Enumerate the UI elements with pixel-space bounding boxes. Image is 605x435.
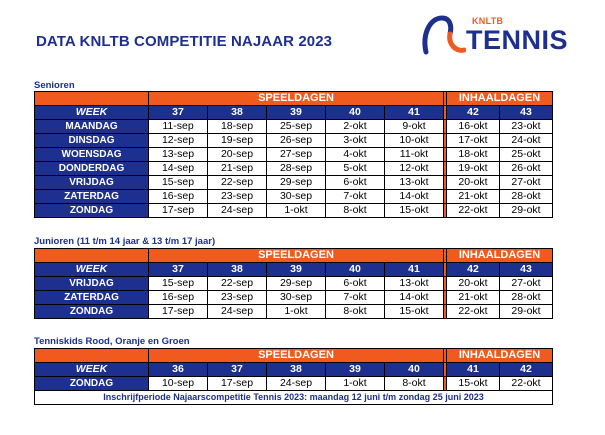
knltb-tennis-logo [420, 12, 570, 56]
date-cell: 22-okt [447, 204, 500, 218]
date-cell: 8-okt [326, 305, 385, 319]
table-row [35, 134, 553, 148]
date-cell: 1-okt [267, 204, 326, 218]
date-cell: 21-okt [447, 190, 500, 204]
date-cell: 10-sep [149, 377, 208, 391]
day-label: VRIJDAG [35, 176, 149, 190]
date-cell: 27-okt [500, 277, 553, 291]
inhaaldagen-header: INHAALDAGEN [447, 349, 553, 363]
week-number: 36 [149, 363, 208, 377]
date-cell: 17-sep [149, 204, 208, 218]
day-label: VRIJDAG [35, 277, 149, 291]
date-cell: 21-sep [208, 162, 267, 176]
week-label: WEEK [35, 263, 149, 277]
date-cell: 22-sep [208, 277, 267, 291]
date-cell: 15-okt [447, 377, 500, 391]
day-label: MAANDAG [35, 120, 149, 134]
date-cell: 1-okt [326, 377, 385, 391]
speeldagen-header: SPEELDAGEN [149, 349, 444, 363]
date-cell: 26-okt [500, 162, 553, 176]
date-cell: 13-okt [385, 176, 444, 190]
date-cell: 2-okt [326, 120, 385, 134]
date-cell: 23-okt [500, 120, 553, 134]
date-cell: 20-okt [447, 176, 500, 190]
day-label: DINSDAG [35, 134, 149, 148]
table-row [35, 204, 553, 218]
date-cell: 19-sep [208, 134, 267, 148]
tennis-swoosh-icon [420, 12, 466, 56]
week-number: 37 [149, 106, 208, 120]
speeldagen-header: SPEELDAGEN [149, 249, 444, 263]
header-blank [35, 92, 149, 106]
week-label: WEEK [35, 106, 149, 120]
header-blank [35, 349, 149, 363]
date-cell: 14-sep [149, 162, 208, 176]
week-number: 40 [326, 106, 385, 120]
date-cell: 17-sep [149, 305, 208, 319]
registration-note: Inschrijfperiode Najaarscompetitie Tennis 2023: maandag 12 juni t/m zondag 25 juni 2023 [35, 391, 553, 405]
table-row [35, 277, 553, 291]
date-cell: 30-sep [267, 190, 326, 204]
date-cell: 24-sep [208, 305, 267, 319]
date-cell: 25-okt [500, 148, 553, 162]
date-cell: 14-okt [385, 291, 444, 305]
week-number: 38 [208, 263, 267, 277]
week-number: 37 [208, 363, 267, 377]
week-number: 41 [385, 106, 444, 120]
date-cell: 28-sep [267, 162, 326, 176]
speeldagen-header: SPEELDAGEN [149, 92, 444, 106]
date-cell: 14-okt [385, 190, 444, 204]
date-cell: 16-sep [149, 190, 208, 204]
week-label: WEEK [35, 363, 149, 377]
date-cell: 7-okt [326, 190, 385, 204]
date-cell: 8-okt [385, 377, 444, 391]
date-cell: 9-okt [385, 120, 444, 134]
date-cell: 11-sep [149, 120, 208, 134]
date-cell: 15-okt [385, 204, 444, 218]
date-cell: 13-okt [385, 277, 444, 291]
week-number: 37 [149, 263, 208, 277]
date-cell: 25-sep [267, 120, 326, 134]
date-cell: 24-sep [208, 204, 267, 218]
page-title: DATA KNLTB COMPETITIE NAJAAR 2023 [36, 33, 333, 50]
date-cell: 8-okt [326, 204, 385, 218]
table-row [35, 377, 553, 391]
date-cell: 20-sep [208, 148, 267, 162]
date-cell: 29-okt [500, 204, 553, 218]
schedule-table-senioren [34, 91, 553, 218]
date-cell: 12-sep [149, 134, 208, 148]
date-cell: 28-okt [500, 291, 553, 305]
section-label-senioren: Senioren [34, 80, 75, 91]
date-cell: 10-okt [385, 134, 444, 148]
week-number: 39 [267, 106, 326, 120]
schedule-table-tenniskids [34, 348, 553, 405]
date-cell: 13-sep [149, 148, 208, 162]
date-cell: 17-okt [447, 134, 500, 148]
week-number: 38 [267, 363, 326, 377]
date-cell: 4-okt [326, 148, 385, 162]
date-cell: 24-sep [267, 377, 326, 391]
logo-small-text: KNLTB [472, 16, 504, 26]
week-number: 39 [267, 263, 326, 277]
date-cell: 15-sep [149, 277, 208, 291]
week-number: 41 [447, 363, 500, 377]
inhaaldagen-header: INHAALDAGEN [447, 92, 553, 106]
date-cell: 7-okt [326, 291, 385, 305]
date-cell: 29-sep [267, 176, 326, 190]
section-label-tenniskids: Tenniskids Rood, Oranje en Groen [34, 336, 190, 347]
section-label-junioren: Junioren (11 t/m 14 jaar & 13 t/m 17 jaar) [34, 236, 216, 247]
week-number: 42 [500, 363, 553, 377]
date-cell: 16-sep [149, 291, 208, 305]
table-row [35, 148, 553, 162]
date-cell: 29-sep [267, 277, 326, 291]
date-cell: 12-okt [385, 162, 444, 176]
date-cell: 24-okt [500, 134, 553, 148]
day-label: ZONDAG [35, 204, 149, 218]
date-cell: 3-okt [326, 134, 385, 148]
day-label: WOENSDAG [35, 148, 149, 162]
day-label: DONDERDAG [35, 162, 149, 176]
date-cell: 15-okt [385, 305, 444, 319]
day-label: ZATERDAG [35, 190, 149, 204]
week-row [35, 263, 553, 277]
week-number: 40 [326, 263, 385, 277]
schedule-table-junioren [34, 248, 553, 319]
date-cell: 22-okt [500, 377, 553, 391]
date-cell: 22-sep [208, 176, 267, 190]
date-cell: 27-okt [500, 176, 553, 190]
date-cell: 26-sep [267, 134, 326, 148]
date-cell: 21-okt [447, 291, 500, 305]
table-row [35, 190, 553, 204]
date-cell: 20-okt [447, 277, 500, 291]
week-number: 40 [385, 363, 444, 377]
date-cell: 6-okt [326, 277, 385, 291]
table-row [35, 305, 553, 319]
week-number: 43 [500, 263, 553, 277]
week-row [35, 363, 553, 377]
week-number: 41 [385, 263, 444, 277]
week-row [35, 106, 553, 120]
table-row [35, 162, 553, 176]
date-cell: 6-okt [326, 176, 385, 190]
logo-big-text: TENNIS [466, 25, 569, 55]
date-cell: 18-sep [208, 120, 267, 134]
day-label: ZATERDAG [35, 291, 149, 305]
date-cell: 22-okt [447, 305, 500, 319]
date-cell: 29-okt [500, 305, 553, 319]
date-cell: 23-sep [208, 291, 267, 305]
table-row [35, 291, 553, 305]
date-cell: 18-okt [447, 148, 500, 162]
week-number: 42 [447, 106, 500, 120]
table-row [35, 120, 553, 134]
table-row [35, 176, 553, 190]
header-blank [35, 249, 149, 263]
date-cell: 19-okt [447, 162, 500, 176]
week-number: 43 [500, 106, 553, 120]
week-number: 42 [447, 263, 500, 277]
date-cell: 30-sep [267, 291, 326, 305]
date-cell: 15-sep [149, 176, 208, 190]
date-cell: 28-okt [500, 190, 553, 204]
date-cell: 1-okt [267, 305, 326, 319]
date-cell: 16-okt [447, 120, 500, 134]
day-label: ZONDAG [35, 305, 149, 319]
date-cell: 17-sep [208, 377, 267, 391]
week-number: 39 [326, 363, 385, 377]
day-label: ZONDAG [35, 377, 149, 391]
date-cell: 23-sep [208, 190, 267, 204]
week-number: 38 [208, 106, 267, 120]
inhaaldagen-header: INHAALDAGEN [447, 249, 553, 263]
date-cell: 27-sep [267, 148, 326, 162]
date-cell: 11-okt [385, 148, 444, 162]
date-cell: 5-okt [326, 162, 385, 176]
